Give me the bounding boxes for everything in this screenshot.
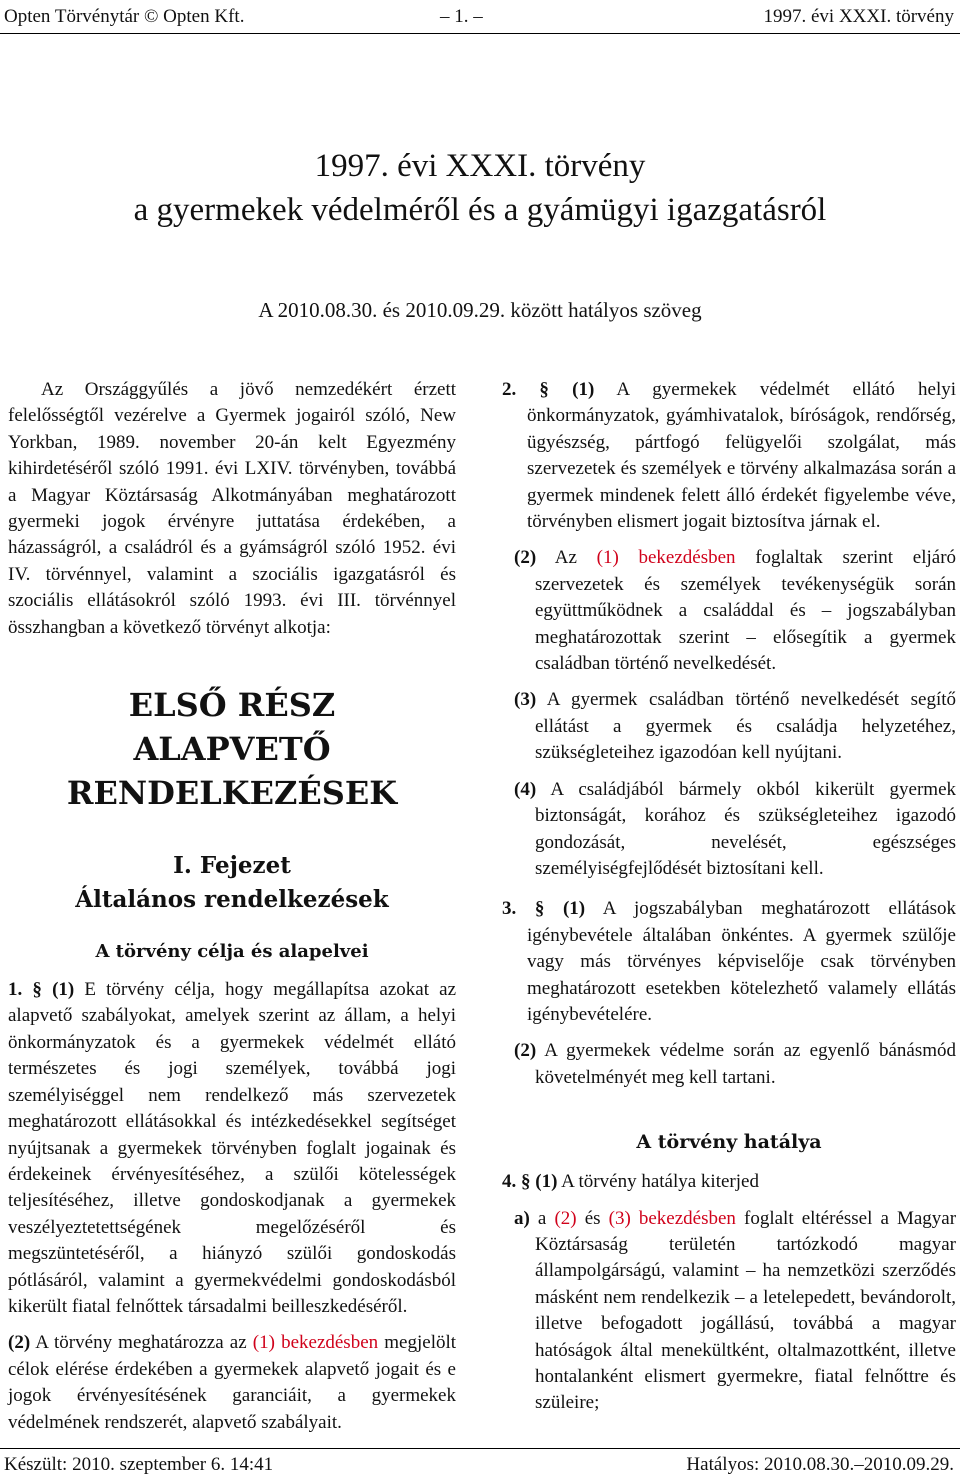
section-4-paragraph-1 [502,1169,956,1195]
section-3-paragraph-2 [502,1038,956,1091]
section-3-p2-text: A gyermekek védelme során az egyenlő bánásmód követelményét meg kell tartani. [535,1040,957,1088]
section-2-p2-post: foglaltak szerint eljáró szervezetek és személyek tevékenységük során együttműködnek a családdal és – jogszabályban meghatározottak szerint – elősegítik a gyermek családban történő nevelkedését. [535,547,957,675]
section-1-number: 1. § [8,979,42,1001]
part-heading-line1: ELSŐ RÉSZ [128,686,336,725]
section-2-p4-text: A családjából bármely okból kikerült gyermek biztonságát, korához és szükségleteihez igazodó gondozását, nevelését, egészséges személyiségfejlődését biztosítani kell. [535,778,957,879]
section-2-p3-text: A gyermek családban történő nevelkedését segítő ellátást a gyermek és családja helyzetéhez, szükségleteihez igazodóan kell nyújtani. [535,689,957,764]
header-page-number: – 1. – [440,6,483,27]
footer-effective: Hatályos: 2010.08.30.–2010.09.29. [686,1454,954,1475]
left-column [8,377,456,1436]
section-3-p1-text: A jogszabályban meghatározott ellátások igénybevétele általában önkéntes. A gyermek szülője vagy más törvényes képviselője csak törvényben meghatározott esetekben kötelezhető valamely ellátás igénybevételére. [527,898,957,1025]
header-right: 1997. évi XXXI. törvény [763,6,954,27]
section-heading-scope: A törvény hatálya [636,1131,822,1154]
section-1-p2-label: (2) [8,1332,31,1354]
section-4-point-a-reference-2-link[interactable]: (2) [554,1207,577,1229]
section-2-p2-reference-link[interactable]: (1) bekezdésben [596,547,736,569]
section-3-p1-label: (1) [562,898,586,920]
section-heading: A törvény célja és alapelvei [95,941,369,963]
section-4-p1-text: A törvény hatálya kiterjed [561,1171,759,1193]
chapter-title: Általános rendelkezések [75,886,389,914]
footer-rule [0,1448,960,1449]
section-1-p1-label: (1) [52,979,75,1001]
section-2-p2-pre: Az [554,547,577,569]
section-2-p4-label: (4) [514,778,537,800]
part-heading [8,683,456,815]
section-2-p3-label: (3) [514,689,537,711]
section-3-paragraph-1 [502,896,956,1028]
section-1-p2-post: megjelölt célok elérése érdekében a gyermekek alapvető jogait és e jogok érvényesítésének garanciáit, a gyermekek védelmének rendszerét, alapvető szabályait. [8,1332,457,1433]
section-1-p2-reference-link[interactable]: (1) bekezdésben [252,1332,379,1354]
section-4-point-a-pre: a [537,1207,547,1229]
section-1-paragraph-2 [8,1330,456,1436]
part-heading-line2: ALAPVETŐ [133,730,331,769]
right-column [502,377,956,1417]
section-4-point-a-mid: és [584,1207,601,1229]
header-left: Opten Törvénytár © Opten Kft. [4,6,245,27]
part-heading-line3: RENDELKEZÉSEK [66,774,398,813]
section-4-point-a-label: a) [514,1207,530,1229]
header-rule [0,33,960,34]
section-4-number: 4. § [502,1171,531,1193]
chapter-number: I. Fejezet [173,852,291,880]
section-2-paragraph-2 [502,545,956,677]
section-2-p2-label: (2) [514,547,537,569]
section-1-p1-text: E törvény célja, hogy megállapítsa azokat az alapvető szabályokat, amelyek szerint az állam, a helyi önkormányzatok és a gyermekek védelmét ellátó természetes és jogi személyek, továbbá jogi személyiséggel nem rendelkező más szervezetek meghatározott ellátásokkal és intézkedésekkel segítséget nyújtsanak a gyermekek törvényben foglalt jogainak és érdekeinek érvényesítéséhez, a szülői kötelességek teljesítéséhez, illetve gondoskodjanak a gyermekek veszélyeztetettségének megelőzéséről és megszüntetéséről, a hiányzó szülői gondoskodás pótlásáról, valamint a gyermekvédelmi gondoskodásból kikerült fiatal felnőttek társadalmi beilleszkedéséről. [8,979,457,1317]
section-4-point-a-reference-3-link[interactable]: (3) bekezdésben [608,1207,736,1229]
section-1-paragraph-1 [8,977,456,1320]
document-title: 1997. évi XXXI. törvény [314,148,646,184]
preamble: Az Országgyűlés a jövő nemzedékért érzett felelősségtől vezérelve a Gyermek jogairól szóló, New Yorkban, 1989. november 20-án kelt Egyezmény kihirdetéséről szóló 1991. évi LXIV. törvényben, továbbá a Magyar Köztársaság Alkotmányában meghatározott gyermeki jogok érvényre juttatása érdekében, a házasságról, a családról és a gyámságról szóló 1952. évi IV. törvénnyel, valamint a szociális igazgatásról és szociális ellátásokról szóló 1993. évi III. törvénnyel összhangban a következő törvényt alkotja: [8,379,456,638]
section-2-paragraph-4 [502,777,956,883]
section-2-paragraph-1 [502,377,956,535]
effective-period: A 2010.08.30. és 2010.09.29. között hatályos szöveg [258,298,702,322]
section-2-p1-text: A gyermekek védelmét ellátó helyi önkormányzatok, gyámhivatalok, bíróságok, rendőrség, ügyészség, pártfogó felügyelői szolgálat, más szervezetek és személyek e törvény alkalmazása során a gyermek mindenek felett álló érdekét figyelembe véve, törvényben elismert jogait biztosítva járnak el. [527,379,957,533]
section-4-point-a [502,1206,956,1417]
section-4-point-a-post: foglalt eltéréssel a Magyar Köztársaság területén tartózkodó magyar állampolgárságú, valamint – ha nemzetközi szerződés másként nem rendelkezik – a letelepedett, bevándorolt, illetve befogadott jogállású, továbbá a magyar hatóságok által menekültként, oltalmazottként, illetve hontalanként elismert gyermekre, fiatal felnőttre és szüleire; [535,1207,957,1414]
section-1-p2-pre: A törvény meghatározza az [35,1332,247,1354]
section-3-number: 3. § [502,898,545,920]
document-subtitle: a gyermekek védelméről és a gyámügyi igazgatásról [133,192,827,228]
section-2-paragraph-3 [502,687,956,766]
footer-created: Készült: 2010. szeptember 6. 14:41 [4,1454,274,1475]
section-2-number: 2. § [502,379,549,400]
section-2-p1-label: (1) [572,379,595,400]
section-4-p1-label: (1) [535,1171,558,1193]
section-3-p2-label: (2) [514,1040,537,1062]
